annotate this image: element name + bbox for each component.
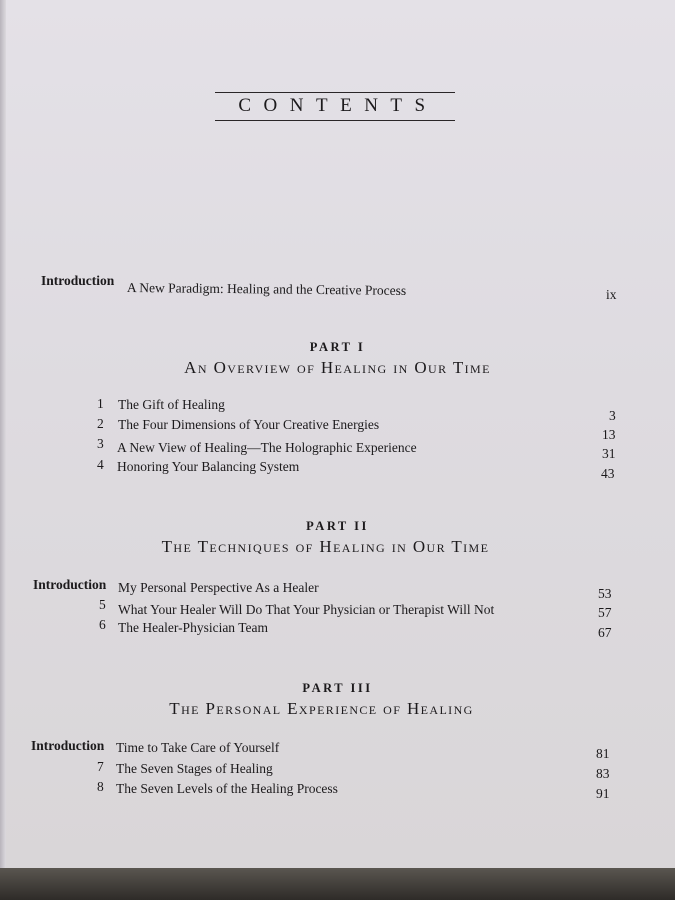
contents-heading: CONTENTS	[238, 95, 438, 116]
part-1-title: An Overview of Healing in Our Time	[184, 358, 491, 377]
part-1-entry-1-page: 3	[609, 408, 616, 423]
part-1-entry-3-number: 3	[97, 436, 104, 451]
part-2-entry-1-number: Introduction	[33, 577, 107, 592]
part-2-entry-3-page: 67	[598, 625, 612, 640]
part-2-entry-2-title: What Your Healer Will Do That Your Physician or Therapist Will Not	[118, 602, 495, 617]
part-1-entry-1-number: 1	[97, 396, 104, 411]
part-3-entry-2-page: 83	[596, 766, 610, 781]
part-1-entry-4-title: Honoring Your Balancing System	[117, 459, 300, 474]
part-1-entry-3-title: A New View of Healing—The Holographic Experience	[117, 440, 417, 455]
part-3-title: The Personal Experience of Healing	[169, 699, 474, 718]
part-1-label: PART I	[309, 340, 366, 354]
part-2-entry-3-number: 6	[99, 617, 106, 632]
part-2-entry-2-page: 57	[598, 605, 612, 620]
intro-page: ix	[606, 287, 617, 302]
part-3-entry-3-number: 8	[97, 779, 104, 794]
part-1-entry-2-page: 13	[602, 427, 616, 442]
part-2-entry-3-title: The Healer-Physician Team	[118, 620, 268, 635]
heading-rule-top	[215, 92, 455, 93]
part-3-entry-3-page: 91	[596, 786, 610, 801]
page-edge	[0, 0, 6, 868]
intro-title: A New Paradigm: Healing and the Creative Process	[126, 280, 407, 298]
part-1-entry-3-page: 31	[602, 446, 616, 461]
contents-heading-block	[215, 92, 455, 122]
part-3-label: PART III	[302, 681, 373, 695]
part-2-title: The Techniques of Healing in Our Time	[161, 537, 490, 556]
part-2-label: PART II	[306, 519, 369, 533]
part-1-entry-2-title: The Four Dimensions of Your Creative Energies	[118, 417, 380, 432]
desk-shadow	[0, 868, 675, 900]
part-1-entry-1-title: The Gift of Healing	[118, 397, 225, 412]
part-3-entry-1-page: 81	[596, 746, 610, 761]
part-1-entry-2-number: 2	[97, 416, 104, 431]
intro-label: Introduction	[41, 273, 115, 288]
part-3-entry-3-title: The Seven Levels of the Healing Process	[116, 781, 338, 796]
part-3-entry-2-number: 7	[97, 759, 104, 774]
part-3-entry-2-title: The Seven Stages of Healing	[116, 761, 273, 776]
part-1-entry-4-page: 43	[601, 466, 615, 481]
part-2-entry-1-page: 53	[598, 586, 612, 601]
heading-rule-bottom	[215, 120, 455, 121]
part-1-entry-4-number: 4	[97, 457, 104, 472]
part-3-entry-1-number: Introduction	[31, 738, 105, 753]
part-2-entry-1-title: My Personal Perspective As a Healer	[118, 580, 319, 595]
part-2-entry-2-number: 5	[99, 597, 106, 612]
part-3-entry-1-title: Time to Take Care of Yourself	[116, 740, 280, 755]
